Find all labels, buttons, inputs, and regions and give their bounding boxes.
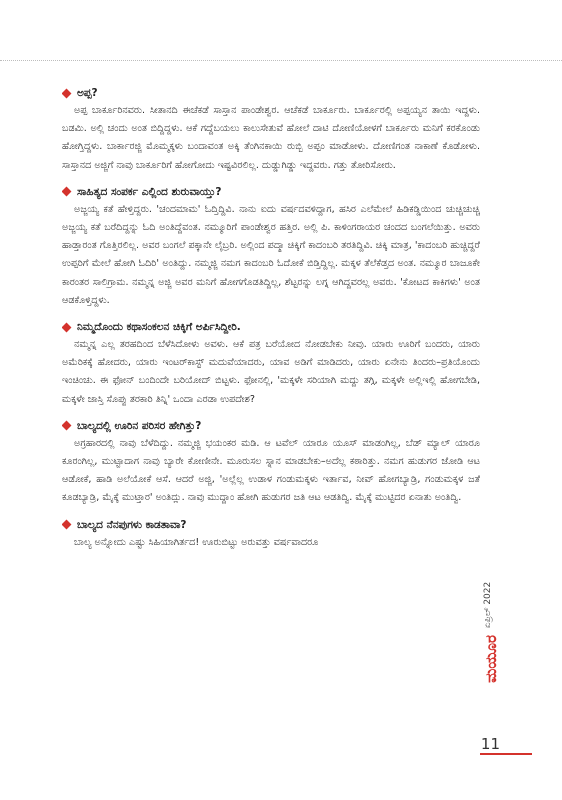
answer-paragraph: ಅಪ್ಪ ಬಾರ್ಕೂರಿನವರು. ಸೀತಾನದಿ ಈಚೆಕಡೆ ಸಾಸ್ತಾನ ಪಾಂಡೇಶ್ವರ. ಆಚೆಕಡೆ ಬಾರ್ಕೂರು. ಬಾರ್ಕೂರಲ್ಲಿ ಅಪ್ಪಯ್ಯನ ತಾಯಿ ಇದ್ದಳು. ಬಡಮಿ. ಅಲ್ಲಿ ಚಂದು ಅಂತ ಬಿದ್ದಿದ್ದಳು. ಆಕೆ ಗದ್ದೆಬಯಲು ಕಾಲುಸೇತುವೆ ಹೋಲೆ ದಾಟಿ ದೋಣಿಯೋಳಗೆ ಬಾರ್ಕೂರು ಮನಿಗೆ ಕರಕೊಂಡು ಹೋಗ್ತಿದ್ದಳು. ಬಾರ್ಕಾರಜ್ಜಿ ಮೊಮ್ಮಕ್ಕಳು ಬಂದಾವಂತ ಅಕ್ಕಿ ತೆಂಗಿನಕಾಯಿ ರುಬ್ಬಿ ಅಪ್ಪಂ ಮಾಡೋಳು. ದೋಣಿಗಂತ ನಾಕಾಣೆ ಕೊಡೋಳು. ಸಾಸ್ತಾನದ ಅಜ್ಜಿಗೆ ನಾವು ಬಾರ್ಕೂರಿಗೆ ಹೋಗೋದು ಇಷ್ಟವಿರಲಿಲ್ಲ. ದುಡ್ಡುಗಿಡ್ಡು ಇದ್ದವರು. ಗತ್ತು ತೋರಿಸೋರು. [62,105,480,171]
question-text: ಬಾಲ್ಯದಲ್ಲಿ ಊರಿನ ಪರಿಸರ ಹೇಗಿತ್ತು? [77,419,202,432]
diamond-bullet-icon [62,88,71,98]
diamond-bullet-icon [62,322,71,332]
answer-paragraph: ನಮ್ಮನ್ನ ಎಲ್ಲ ತರಹದಿಂದ ಬೆಳೆಸಿದೋಳು ಅವಳು. ಆಕೆ ಪತ್ರ ಬರೆಯೋದ ನೋಡಬೇಕು ನೀವು. ಯಾರು ಊರಿಗೆ ಬಂದರು, ಯಾರು ಅಮೆರಿಕಕ್ಕೆ ಹೋದರು, ಯಾರು ಇಂಟರ್‌ಕಾಸ್ಟ್ ಮದುವೆಯಾದರು, ಯಾವ ಅಡಿಗೆ ಮಾಡಿದರು, ಯಾರು ಏನೇನು ತಿಂದರು–ಪ್ರತಿಯೊಂದು ಇಂಚಿಂಚು. ಈ ಫೋನ್ ಬಂದಿಂದೇ ಬರಿಯೋದ್ ಬಿಟ್ಟಳು. ಫೋನಲ್ಲಿ, 'ಮಕ್ಕಳೇ ಸರಿಯಾಗಿ ಮದ್ದು ತಗ್ಗಿ, ಮಕ್ಕಳೇ ಅಲ್ಲಿಇಲ್ಲಿ ಹೋಗಬೇಡಿ, ಮಕ್ಕಳೇ ಜಾಸ್ತಿ ಸೊಪ್ಪು ತರಕಾರಿ ತಿನ್ನಿ' ಒಂದಾ ಎರಡಾ ಉಪದೇಶ? [62,339,480,405]
answer-paragraph: ಅಜ್ಜಯ್ಯ ಕತೆ ಹೇಳ್ತಿದ್ದರು. 'ಚಂದಮಾಮ' ಓದ್ತಿದ್ದಿವಿ. ನಾನು ಐದು ವರ್ಷದವಳಿದ್ದಾಗ, ಹಸಿರ ಎಲೆಮೇಲೆ ಹಿಡಿಕಡ್ಡಿಯಿಂದ ಚುಚ್ಚಿಚುಚ್ಚಿ ಅಜ್ಜಯ್ಯ ಕತೆ ಬರೆದಿದ್ದನ್ನು ಓದಿ ಅಂತಿದ್ದೆವಂತ. ನಮ್ಮೂರಿಗೆ ಪಾಂಡೇಶ್ವರ ಹತ್ತಿರ. ಅಲ್ಲಿ ಪಿ. ಕಾಳಿಂಗರಾಯರ ಚಂದದ ಬಂಗಲೆಯಿತ್ತು. ಅವರು ಹಾಡ್ತಾರಂತ ಗೊತ್ತಿರಲಿಲ್ಲ. ಅವರ ಬಂಗಲೆ ಪಕ್ಕಾನೇ ಲೈಬ್ರರಿ. ಅಲ್ಲಿಂದ ಪದ್ಮಾ ಚಿಕ್ಕಿಗೆ ಕಾದಂಬರಿ ತರತಿದ್ದಿವಿ. ಚಿಕ್ಕಿ ಮಾತ್ರ, 'ಕಾದಂಬರಿ ಹುಚ್ಚಿದ್ದರೆ ಉಪ್ಪರಿಗೆ ಮೇಲೆ ಹೋಗಿ ಓದಿರಿ' ಅಂತಿದ್ದು. ನಮ್ಮಜ್ಜಿ ನಮಗ ಕಾದಂಬರಿ ಓದೋಕೆ ಬಿಡ್ತಿದ್ದಿಲ್ಲ. ಮಕ್ಕಳ ತೆಲೆಕೆಡ್ತದ ಅಂತ. ನಮ್ಮೂರ ಬಾಜೂಕೇ ಕಾರಂತರ ಸಾಲಿಗ್ರಾಮ. ನಮ್ಮನ್ನ ಅಜ್ಜಿ ಅವರ ಮನಿಗೆ ಹೋಗಗೊಡತಿದ್ದಿಲ್ಲ, ಶೆಟ್ಟರನ್ನು ಲಗ್ನ ಆಗಿದ್ದವರಲ್ಲ ಅವರು. 'ಕೋಟದ ಕಾಕಿಗಳು' ಅಂತ ಆಡಕೊಳ್ತಿದ್ದಳು. [62,203,480,306]
question-text: ಸಾಹಿತ್ಯದ ಸಂಪರ್ಕ ಎಲ್ಲಿಂದ ಶುರುವಾಯ್ತು? [77,185,222,198]
question-heading [62,318,480,336]
magazine-sidebar [478,582,502,722]
question-heading [62,84,480,102]
question-text: ಅಪ್ಪ? [77,87,98,99]
qa-block [62,318,480,409]
question-heading [62,183,480,201]
issue-date: ಏಪ್ರಿಲ್ 2022 [483,581,493,629]
diamond-bullet-icon [62,187,71,197]
answer-paragraph: ಬಾಲ್ಯ ಅನ್ನೋದು ಎಷ್ಟು ಸಿಹಿಯಾಗಿರ್ತದ! ಊರುಬಿಟ್ಟು ಅರುವತ್ತು ವರ್ಷವಾದರೂ [74,536,319,548]
qa-block [62,84,480,175]
top-dotted-rule [0,60,562,61]
question-text: ಬಾಲ್ಯದ ನೆನಪುಗಳು ಕಾಡತಾವಾ? [77,518,187,531]
qa-block [62,417,480,508]
article-body [62,84,480,560]
question-heading [62,516,480,534]
qa-block [62,516,480,552]
answer-paragraph: ಅಗ್ರಹಾರದಲ್ಲಿ ನಾವು ಬೆಳೆದಿದ್ದು. ನಮ್ಮಜ್ಜಿ ಭಯಂಕರ ಮಡಿ. ಆ ಟವೆಲ್ ಯಾರೂ ಯೂಸ್ ಮಾಡಂಗಿಲ್ಲ, ಬೆಡ್ ಮ್ಯಾಲ್ ಯಾರೂ ಕೂರಂಗಿಲ್ಲ, ಮುಟ್ಟಾದಾಗ ನಾವು ಬ್ಯಾರೇ ಕೋಣೀನೇ. ಮೂರುಸಲ ಸ್ನಾನ ಮಾಡಬೇಕು–ಅದೆಲ್ಲ ಕಠಾರಿತ್ತು. ನಮಗ ಹುಡುಗರ ಜೋಡಿ ಆಟ ಆಡೋಕೆ, ಹಾಡಿ ಅಲೆಯೋಕೆ ಆಸೆ. ಆದರೆ ಅಜ್ಜಿ, 'ಅಲ್ಲೆಲ್ಲ ಉಡಾಳ ಗಂಡುಮಕ್ಕಳು ಇರ್ತಾವ, ನೀವ್ ಹೋಗಬ್ಯಾಡ್ರಿ, ಗಂಡುಮಕ್ಕಳ ಜತೆ ಕೂಡಬ್ಯಾಡ್ರಿ, ಮೈಕ್ಕೆ ಮುಟ್ತಾರ' ಅಂತಿದ್ಲು. ನಾವು ಮುದ್ದಾಂ ಹೋಗಿ ಹುಡುಗರ ಜತಿ ಆಟ ಆಡತಿದ್ವಿ. ಮೈಕ್ಕೆ ಮುಟ್ಟಿದರ ಏನಾತು ಅಂತಿದ್ವಿ. [62,437,480,504]
qa-block [62,183,480,310]
page-number: 11 [480,735,500,753]
diamond-bullet-icon [62,520,71,530]
magazine-logo: ಮಯೂರ [482,635,500,683]
diamond-bullet-icon [62,421,71,431]
page-number-rule [480,753,532,755]
question-text: ನಿಮ್ಮದೊಂದು ಕಥಾಸಂಕಲನ ಚಿಕ್ಕಿಗೆ ಅರ್ಪಿಸಿದ್ದೀರಿ. [77,321,241,334]
question-heading [62,417,480,435]
